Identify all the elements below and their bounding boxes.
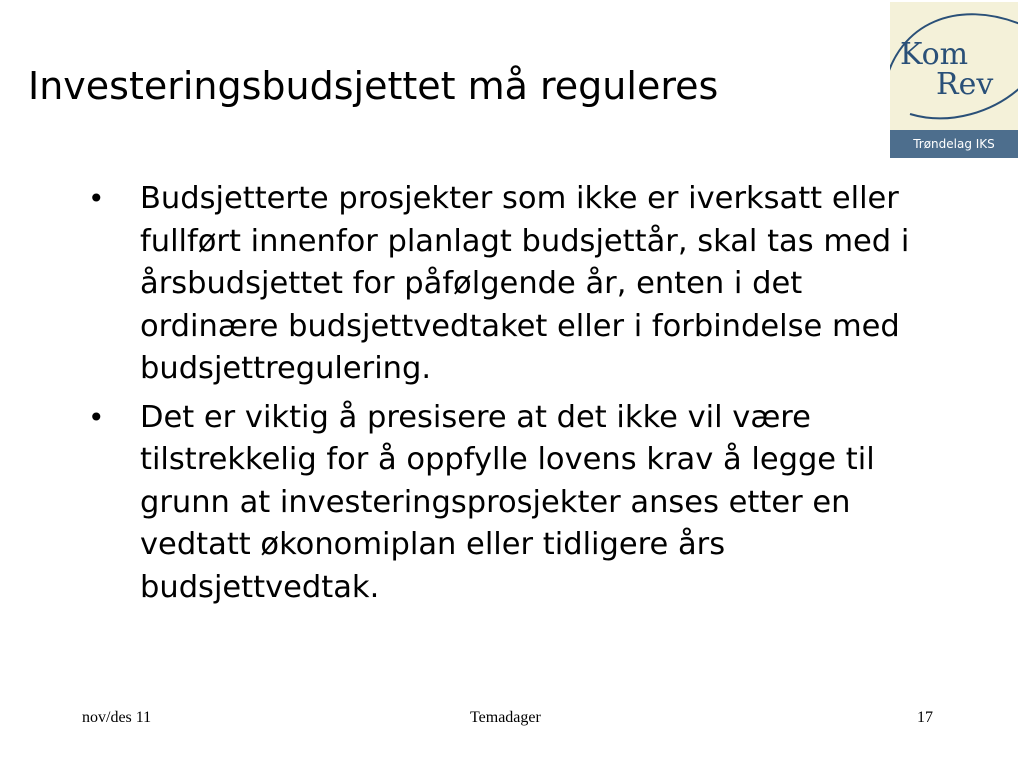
bullet-icon: • bbox=[88, 400, 105, 434]
logo-text-kom: Kom bbox=[900, 37, 969, 72]
komrev-logo bbox=[890, 2, 1018, 158]
footer-date: nov/des 11 bbox=[82, 709, 152, 726]
logo-band: Trøndelag IKS bbox=[890, 130, 1018, 158]
bullet-text: Budsjetterte prosjekter som ikke er iverksatt eller fullført innenfor planlagt budsjettår, skal tas med i årsbudsjettet for påfølgende år, enten i det ordinære budsjettvedtaket eller i forbindelse med budsjettregulering. bbox=[140, 181, 910, 386]
page-number: 17 bbox=[917, 709, 933, 726]
slide-title: Investeringsbudsjettet må reguleres bbox=[28, 64, 719, 108]
bullet-list bbox=[80, 178, 940, 615]
bullet-text: Det er viktig å presisere at det ikke vil være tilstrekkelig for å oppfylle lovens krav å legge til grunn at investeringsprosjekter anses etter en vedtatt økonomiplan eller tidligere års budsjettvedtak. bbox=[140, 399, 875, 605]
bullet-item bbox=[80, 178, 940, 391]
logo-text-rev: Rev bbox=[936, 67, 994, 102]
footer-center-text: Temadager bbox=[470, 709, 541, 726]
bullet-icon: • bbox=[88, 182, 105, 215]
bullet-item bbox=[80, 397, 940, 610]
